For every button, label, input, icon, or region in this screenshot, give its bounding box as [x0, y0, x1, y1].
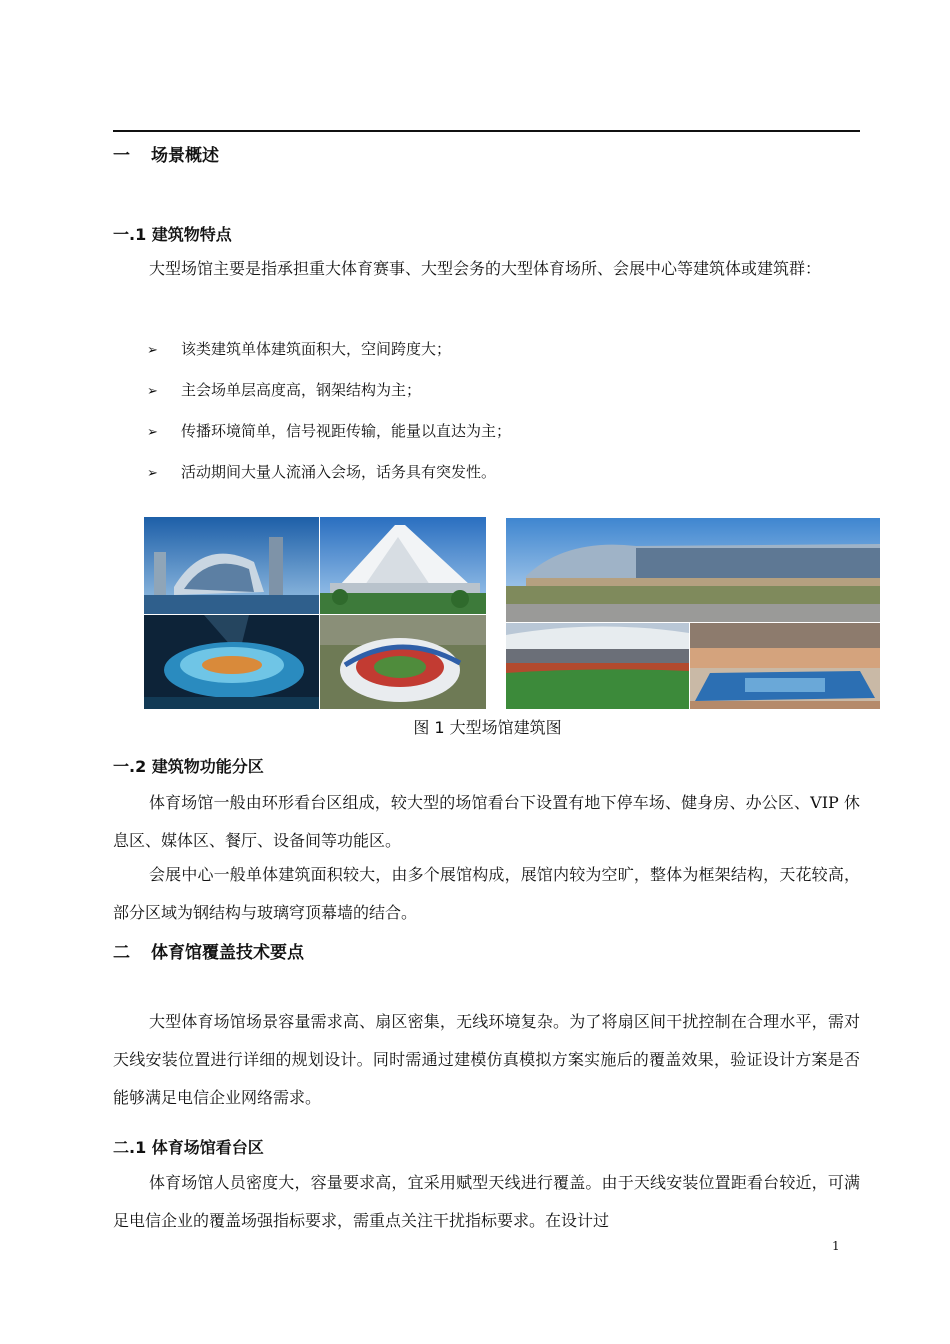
photo-white-tent-stadium: [320, 517, 486, 614]
bullet-item: ➢ 主会场单层高度高，钢架结构为主；: [147, 381, 422, 399]
subsection-heading-1-2: 一.2 建筑物功能分区: [113, 757, 264, 776]
bullet-item: ➢ 活动期间大量人流涌入会场，话务具有突发性。: [147, 463, 497, 481]
bullet-arrow-icon: ➢: [147, 425, 158, 440]
section-heading-1: [113, 141, 219, 166]
paragraph-functional-zones-stadium: 体育场馆一般由环形看台区组成，较大型的场馆看台下设置有地下停车场、健身房、办公区、VIP 休息区、媒体区、餐厅、设备间等功能区。: [113, 793, 860, 850]
paragraph-functional-zones-exhibition: 会展中心一般单体建筑面积较大，由多个展馆构成，展馆内较为空旷，整体为框架结构，天花较高，部分区域为钢结构与玻璃穹顶幕墙的结合。: [113, 865, 860, 922]
bullet-arrow-icon: ➢: [147, 384, 158, 399]
paragraph-building-features: 大型场馆主要是指承担重大体育赛事、大型会务的大型体育场所、会展中心等建筑体或建筑群：: [149, 259, 822, 278]
photo-stadium-track: [506, 623, 689, 709]
photo-exhibition-center-harbor: [144, 517, 319, 614]
photo-stadium-render-night: [144, 615, 319, 709]
photo-convention-center-wide: [506, 518, 880, 622]
section-number: 一: [113, 146, 130, 166]
photo-stadium-aerial: [320, 615, 486, 709]
subsection-heading-1-1: 一.1 建筑物特点: [113, 225, 232, 244]
paragraph-coverage-overview: 大型体育场馆场景容量需求高、扇区密集，无线环境复杂。为了将扇区间干扰控制在合理水平，需对天线安装位置进行详细的规划设计。同时需通过建模仿真模拟方案实施后的覆盖效果，验证设计方案是否能够满足电信企业网络需求。: [113, 1012, 860, 1107]
paragraph-stands-area: 体育场馆人员密度大，容量要求高，宜采用赋型天线进行覆盖。由于天线安装位置距看台较近，可满足电信企业的覆盖场强指标要求，需重点关注干扰指标要求。在设计过: [113, 1173, 860, 1230]
photo-indoor-arena: [690, 623, 880, 709]
bullet-arrow-icon: ➢: [147, 466, 158, 481]
section-heading-2: [113, 938, 304, 963]
bullet-item: ➢ 该类建筑单体建筑面积大，空间跨度大；: [147, 340, 452, 358]
figure-caption: 图 1 大型场馆建筑图: [413, 718, 562, 737]
subsection-heading-2-1: 二.1 体育场馆看台区: [113, 1138, 264, 1157]
bullet-item: ➢ 传播环境简单，信号视距传输，能量以直达为主；: [147, 422, 512, 440]
section-title: 体育馆覆盖技术要点: [151, 943, 304, 963]
section-title: 场景概述: [151, 146, 219, 166]
bullet-arrow-icon: ➢: [147, 343, 158, 358]
header-rule: [113, 130, 860, 132]
page-number: 1: [832, 1239, 840, 1253]
section-number: 二: [113, 943, 130, 963]
